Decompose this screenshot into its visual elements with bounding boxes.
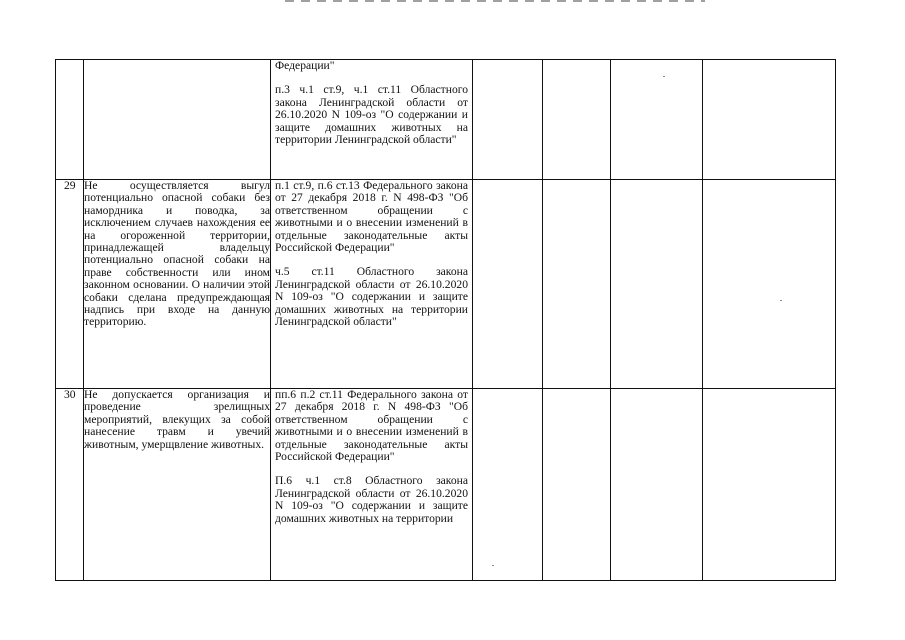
table-row [56, 180, 836, 389]
empty-cell [473, 180, 543, 389]
legal-reference: п.3 ч.1 ст.9, ч.1 ст.11 Областного закона Ленинградской области от 26.10.2020 N 109-оз "О содержании и защите домашних животных на территории Ленинградской области" [275, 83, 468, 147]
scan-speck [492, 565, 494, 566]
empty-cell [543, 389, 611, 581]
table-row [56, 60, 836, 180]
empty-cell [611, 389, 703, 581]
empty-cell [543, 60, 611, 180]
legal-reference: П.6 ч.1 ст.8 Областного закона Ленинградской области от 26.10.2020 N 109-оз "О содержании и защите домашних животных на территории [275, 474, 468, 525]
empty-cell [611, 180, 703, 389]
requirement-description [84, 60, 271, 180]
legal-reference: ч.5 ст.11 Областного закона Ленинградской области от 26.10.2020 N 109-оз "О содержании и защите домашних животных на территории Ленинградской области" [275, 265, 468, 329]
empty-cell [703, 389, 836, 581]
legal-references [271, 389, 473, 581]
empty-cell [611, 60, 703, 180]
row-number [56, 60, 84, 180]
empty-cell [703, 60, 836, 180]
legal-reference: п.1 ст.9, п.6 ст.13 Федерального закона от 27 декабря 2018 г. N 498-ФЗ "Об ответственном обращении с животными и о внесении изменений в отдельные законодательные акты Российской Федерации" [275, 179, 468, 255]
legal-references [271, 60, 473, 180]
table-row [56, 389, 836, 581]
requirement-description: Не допускается организация и проведение зрелищных мероприятий, влекущих за собой нанесение травм и увечий животным, умерщвление животных. [84, 389, 271, 581]
scan-header-artifact [285, 0, 705, 2]
legal-reference: пп.6 п.2 ст.11 Федерального закона от 27 декабря 2018 г. N 498-ФЗ "Об ответственном обращении с животными и о внесении изменений в отдельные законодательные акты Российской Федерации" [275, 388, 468, 464]
empty-cell [703, 180, 836, 389]
requirements-table [55, 59, 836, 581]
empty-cell [473, 60, 543, 180]
scan-speck [663, 76, 665, 77]
legal-references [271, 180, 473, 389]
empty-cell [473, 389, 543, 581]
scan-speck [780, 300, 782, 301]
empty-cell [543, 180, 611, 389]
requirement-description: Не осуществляется выгул потенциально опасной собаки без намордника и поводка, за исключением случаев нахождения ее на огороженной территории, принадлежащей владельцу потенциально опасной собаки на праве собственности или ином законном основании. О наличии этой собаки сделана предупреждающая надпись при входе на данную территорию. [84, 180, 271, 389]
row-number: 29 [56, 180, 84, 389]
legal-reference: Федерации" [275, 59, 335, 72]
row-number: 30 [56, 389, 84, 581]
